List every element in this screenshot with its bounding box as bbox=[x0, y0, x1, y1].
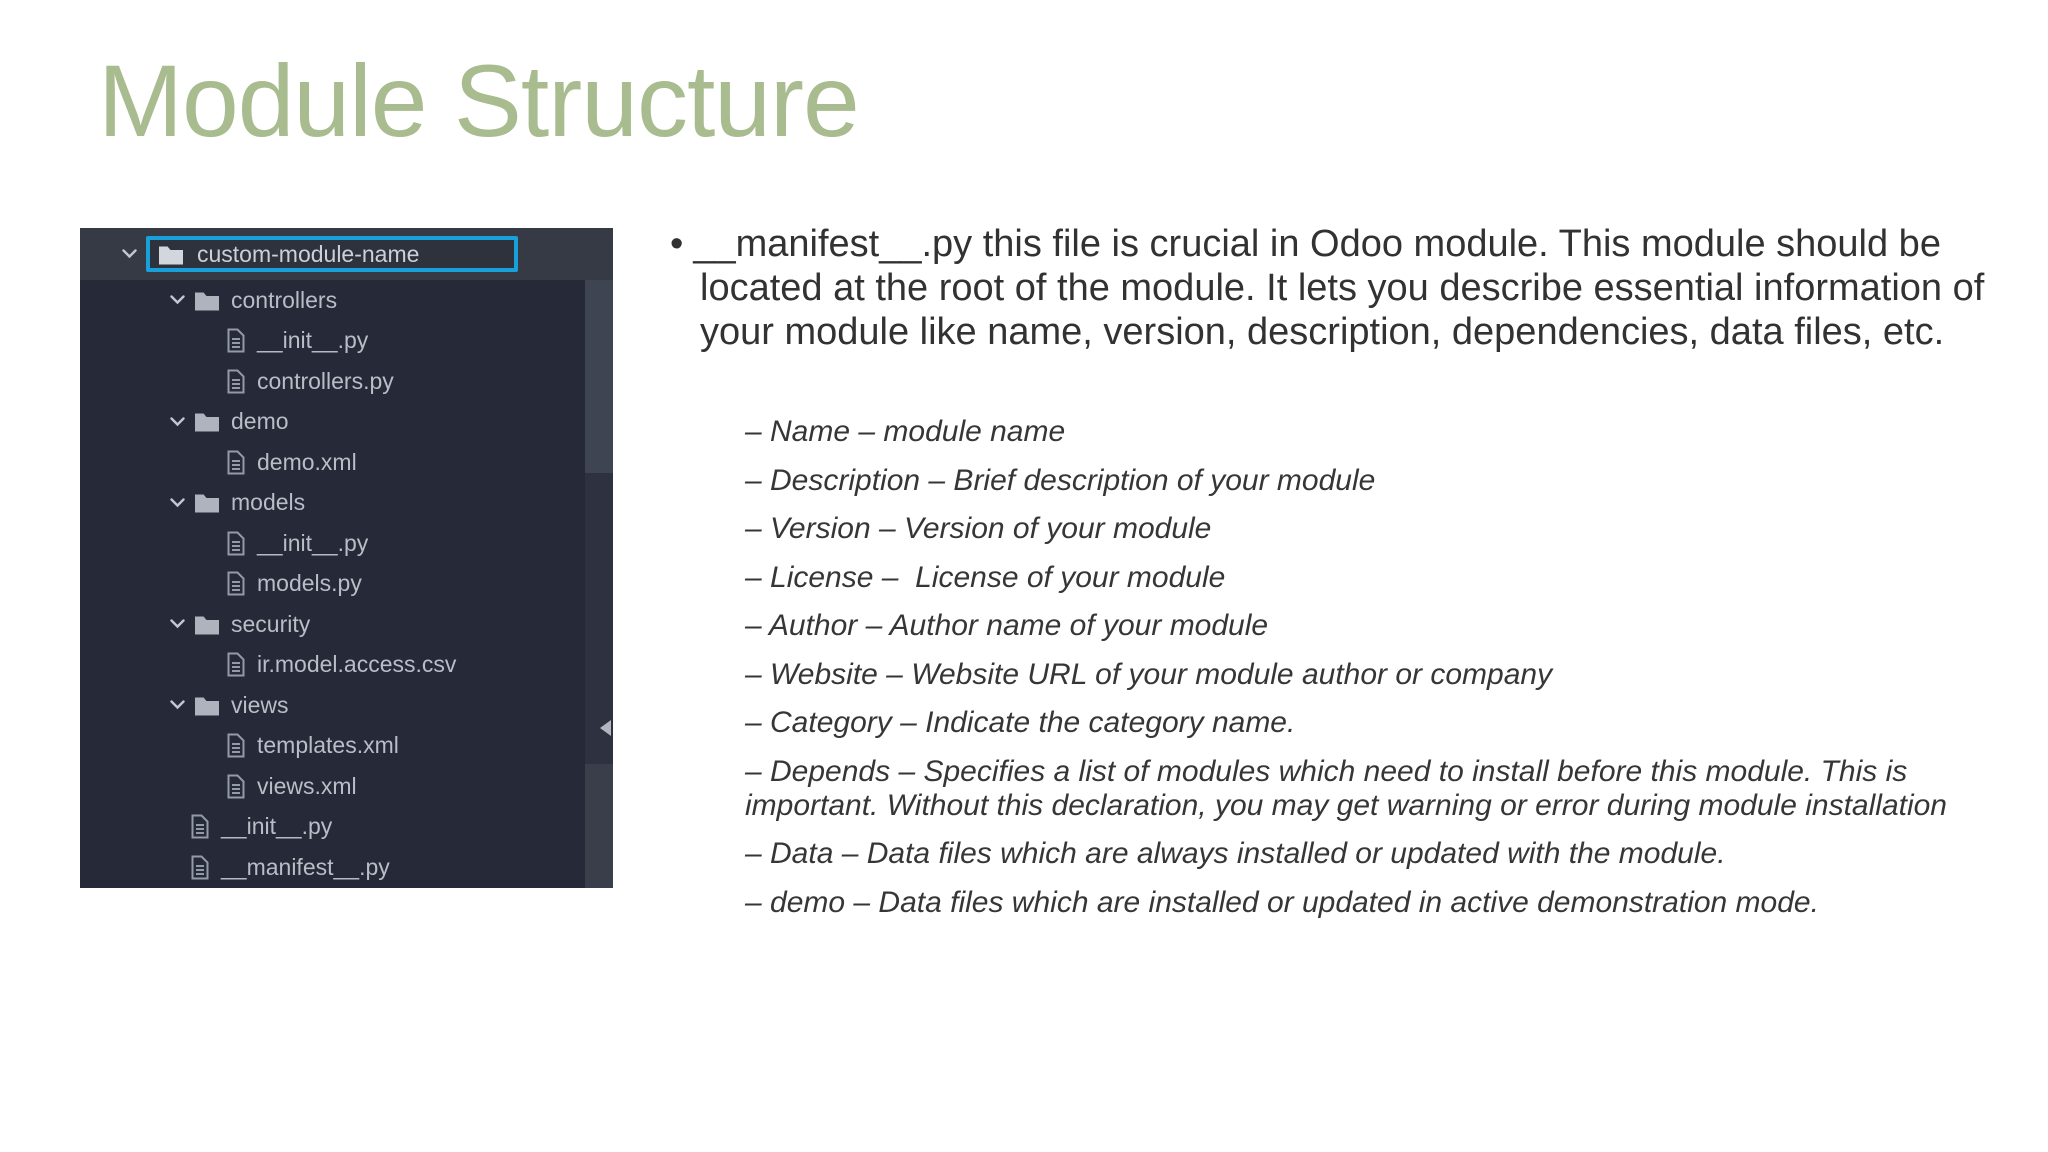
file-icon bbox=[190, 855, 210, 880]
tree-row-views[interactable] bbox=[80, 685, 613, 726]
tree-item-label: controllers bbox=[231, 286, 338, 313]
chevron-down-icon[interactable] bbox=[120, 249, 138, 259]
folder-icon bbox=[194, 290, 220, 311]
folder-icon bbox=[194, 411, 220, 432]
sub-bullet-item: – Depends – Specifies a list of modules which need to install before this module. This is important. Without this declaration, you may get warning or error during module installation bbox=[745, 754, 1947, 822]
chevron-down-icon[interactable] bbox=[168, 295, 186, 305]
tree-item-label: controllers.py bbox=[257, 367, 394, 394]
sub-bullet-list bbox=[745, 415, 2007, 934]
tree-row-controllers-py[interactable] bbox=[80, 361, 613, 402]
sub-bullet-item: – demo – Data files which are installed or updated in active demonstration mode. bbox=[745, 885, 1819, 919]
chevron-down-icon[interactable] bbox=[168, 417, 186, 427]
tree-row-security[interactable] bbox=[80, 604, 613, 645]
tree-row-demo-xml[interactable] bbox=[80, 442, 613, 483]
tree-row-templates-xml[interactable] bbox=[80, 726, 613, 767]
sub-bullet-item: – License – License of your module bbox=[745, 560, 1226, 594]
tree-item-label: templates.xml bbox=[257, 732, 399, 759]
file-icon bbox=[226, 450, 246, 475]
sub-bullet-item: – Website – Website URL of your module author or company bbox=[745, 657, 1553, 691]
selected-item-highlight[interactable] bbox=[146, 236, 518, 272]
sub-bullet-item: – Name – module name bbox=[745, 415, 1066, 448]
sub-bullet-item: – Category – Indicate the category name. bbox=[745, 706, 1296, 739]
sub-bullet-item: – Author – Author name of your module bbox=[745, 609, 1269, 642]
sub-bullet-item: – Data – Data files which are always installed or updated with the module. bbox=[745, 837, 1726, 870]
folder-icon bbox=[194, 492, 220, 513]
tree-item-label: views bbox=[231, 691, 289, 718]
tree-row-custom-module-name[interactable] bbox=[80, 228, 613, 280]
tree-row-manifest-py[interactable] bbox=[80, 847, 613, 888]
tree-item-label: demo bbox=[231, 408, 289, 435]
tree-row-controllers[interactable] bbox=[80, 280, 613, 321]
file-icon bbox=[226, 531, 246, 556]
page-title: Module Structure bbox=[98, 44, 859, 158]
bullet-paragraph bbox=[670, 222, 2048, 354]
folder-icon bbox=[194, 695, 220, 716]
sub-bullet-item: – Version – Version of your module bbox=[745, 512, 1212, 545]
file-icon bbox=[226, 652, 246, 677]
tree-item-label: __init__.py bbox=[221, 813, 333, 840]
folder-icon bbox=[158, 244, 184, 265]
file-icon bbox=[226, 774, 246, 799]
tree-item-label: views.xml bbox=[257, 772, 357, 799]
sub-bullet-item: – Description – Brief description of your module bbox=[745, 463, 1376, 497]
tree-item-label: __manifest__.py bbox=[221, 853, 390, 880]
chevron-down-icon[interactable] bbox=[168, 619, 186, 629]
tree-item-label: security bbox=[231, 610, 311, 637]
tree-item-label: ir.model.access.csv bbox=[257, 651, 457, 678]
file-icon bbox=[190, 814, 210, 839]
tree-row-init-py[interactable] bbox=[80, 523, 613, 564]
tree-item-label: custom-module-name bbox=[197, 240, 420, 267]
tree-item-label: demo.xml bbox=[257, 448, 357, 475]
tree-item-label: __init__.py bbox=[257, 327, 369, 354]
tree-row-demo[interactable] bbox=[80, 402, 613, 443]
tree-row-models-py[interactable] bbox=[80, 564, 613, 605]
file-icon bbox=[226, 369, 246, 394]
chevron-down-icon[interactable] bbox=[168, 700, 186, 710]
tree-row-init-py[interactable] bbox=[80, 807, 613, 848]
bullet-text: __manifest__.py this file is crucial in Odoo module. This module should be located at the root of the module. It lets you describe essential information of your module like name, version, description, dependencies, data files, etc. bbox=[693, 223, 1985, 353]
file-explorer-panel bbox=[80, 228, 613, 888]
file-icon bbox=[226, 571, 246, 596]
folder-icon bbox=[194, 614, 220, 635]
chevron-down-icon[interactable] bbox=[168, 498, 186, 508]
bullet-marker: • bbox=[670, 223, 684, 265]
tree-row-models[interactable] bbox=[80, 483, 613, 524]
tree-item-label: __init__.py bbox=[257, 529, 369, 556]
file-icon bbox=[226, 733, 246, 758]
tree-row-init-py[interactable] bbox=[80, 321, 613, 362]
tree-row-ir-model-access-csv[interactable] bbox=[80, 645, 613, 686]
tree-item-label: models bbox=[231, 489, 306, 516]
tree-item-label: models.py bbox=[257, 570, 362, 597]
file-tree bbox=[80, 228, 613, 888]
file-icon bbox=[226, 328, 246, 353]
tree-row-views-xml[interactable] bbox=[80, 766, 613, 807]
